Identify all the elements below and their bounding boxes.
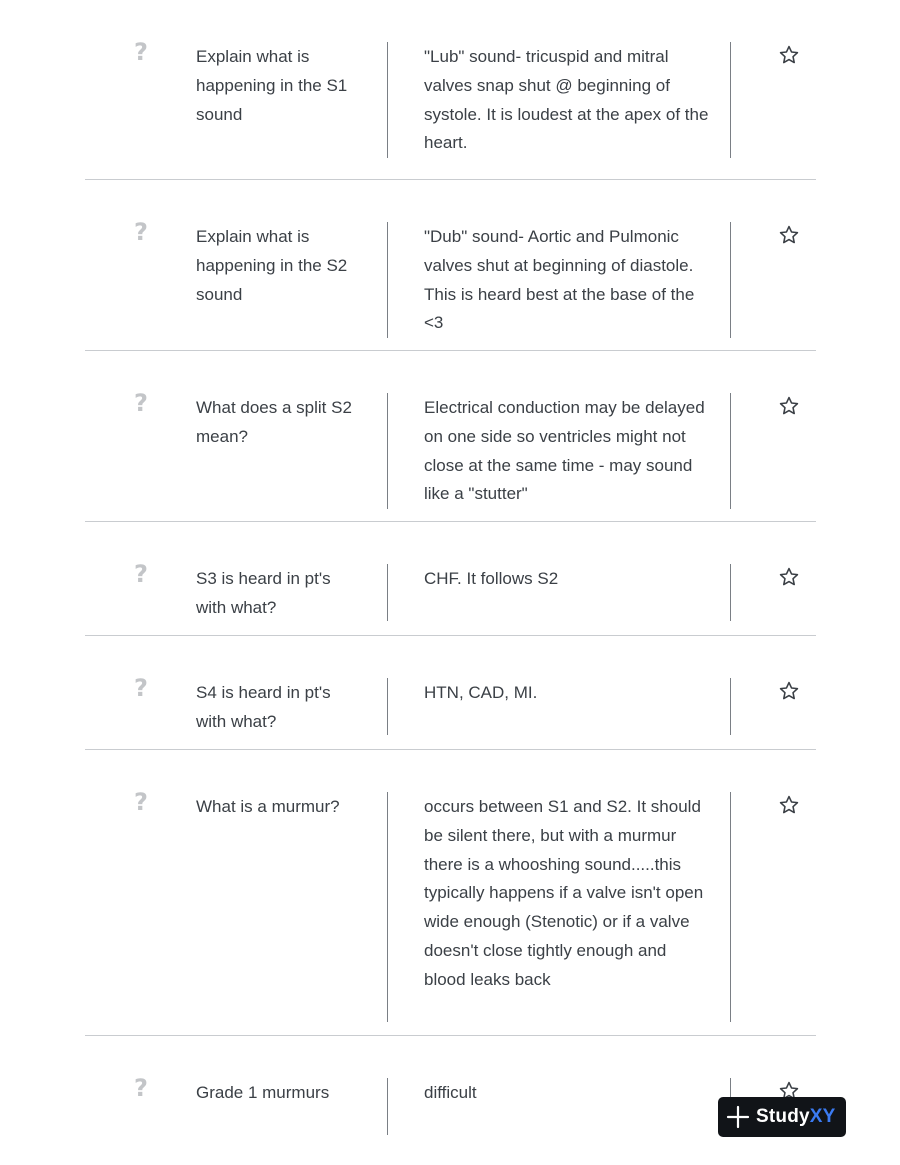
card-term: S3 is heard in pt's with what? — [196, 569, 331, 617]
flashcard-row — [85, 180, 816, 351]
studyxy-badge[interactable] — [718, 1097, 846, 1137]
column-divider — [730, 564, 731, 621]
brand-name-part: Study — [756, 1106, 810, 1127]
card-term: S4 is heard in pt's with what? — [196, 683, 331, 731]
column-divider — [730, 222, 731, 338]
column-divider — [387, 792, 388, 1022]
column-divider — [387, 564, 388, 621]
column-divider — [387, 1078, 388, 1135]
column-divider — [387, 393, 388, 509]
star-icon[interactable] — [778, 224, 802, 248]
card-definition: occurs between S1 and S2. It should be silent there, but with a murmur there is a whooshing sound.....this typically happens if a valve isn't open wide enough (Stenotic) or if a valve doesn't close tightly enough and blood leaks back — [424, 797, 704, 989]
flashcard-row — [85, 0, 816, 180]
flashcard-row — [85, 522, 816, 636]
question-mark-icon: ? — [134, 38, 148, 66]
column-divider — [730, 42, 731, 158]
card-definition: "Dub" sound- Aortic and Pulmonic valves shut at beginning of diastole. This is heard best at the base of the <3 — [424, 227, 695, 333]
flashcard-row — [85, 351, 816, 522]
star-icon[interactable] — [778, 395, 802, 419]
column-divider — [387, 222, 388, 338]
flashcard-row — [85, 750, 816, 1036]
card-term: Explain what is happening in the S2 sound — [196, 227, 348, 304]
card-definition: difficult — [424, 1083, 477, 1102]
question-mark-icon: ? — [134, 560, 148, 588]
column-divider — [387, 42, 388, 158]
question-mark-icon: ? — [134, 674, 148, 702]
card-term: Explain what is happening in the S1 sound — [196, 47, 348, 124]
card-definition: Electrical conduction may be delayed on one side so ventricles might not close at the same time - may sound like a "stutter" — [424, 398, 705, 504]
card-term: What is a murmur? — [196, 797, 340, 816]
card-definition: HTN, CAD, MI. — [424, 683, 538, 702]
star-icon[interactable] — [778, 566, 802, 590]
flashcard-row — [85, 636, 816, 750]
star-icon[interactable] — [778, 680, 802, 704]
star-icon[interactable] — [778, 794, 802, 818]
question-mark-icon: ? — [134, 218, 148, 246]
column-divider — [730, 792, 731, 1022]
card-term: What does a split S2 mean? — [196, 398, 352, 446]
brand-name-accent: XY — [809, 1106, 836, 1127]
question-mark-icon: ? — [134, 389, 148, 417]
plus-icon — [726, 1105, 750, 1129]
card-term: Grade 1 murmurs — [196, 1083, 330, 1102]
card-definition: CHF. It follows S2 — [424, 569, 559, 588]
flashcard-row — [85, 1036, 816, 1165]
column-divider — [730, 393, 731, 509]
brand-logo — [756, 1106, 836, 1128]
question-mark-icon: ? — [134, 1074, 148, 1102]
star-icon[interactable] — [778, 44, 802, 68]
column-divider — [387, 678, 388, 735]
question-mark-icon: ? — [134, 788, 148, 816]
flashcard-list — [85, 0, 816, 1165]
column-divider — [730, 678, 731, 735]
card-definition: "Lub" sound- tricuspid and mitral valves snap shut @ beginning of systole. It is loudest at the apex of the heart. — [424, 47, 709, 153]
